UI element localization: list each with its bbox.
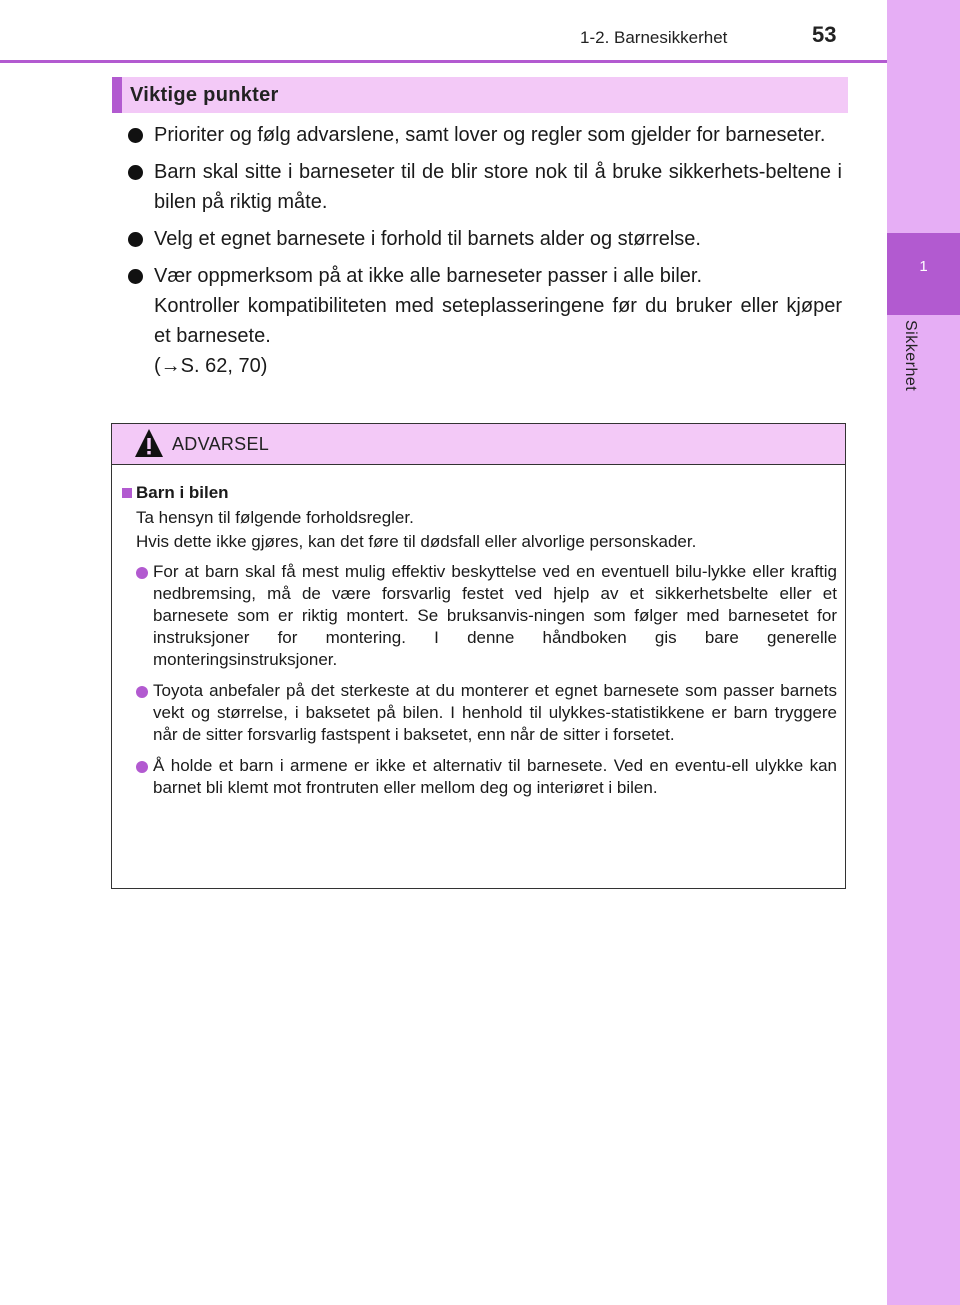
list-item <box>128 120 842 150</box>
list-item <box>128 157 842 217</box>
list-item-text-continued: Kontroller kompatibiliteten med seteplasseringene før du bruker eller kjøper et barnesete. <box>154 295 842 347</box>
bullet-icon <box>136 567 148 579</box>
warning-body <box>112 465 845 799</box>
warning-intro-line: Ta hensyn til følgende forholdsregler. <box>136 508 414 527</box>
list-item <box>128 261 842 381</box>
warning-list <box>136 561 837 799</box>
warning-item <box>136 561 837 671</box>
warning-subheading-text: Barn i bilen <box>136 483 229 502</box>
warning-triangle-icon <box>134 427 164 459</box>
list-item-text: Barn skal sitte i barneseter til de blir store nok til å bruke sikkerhets-beltene i bilen på riktig måte. <box>154 161 842 213</box>
header-divider <box>0 60 887 63</box>
warning-item <box>136 680 837 746</box>
important-points-title: Viktige punkter <box>130 84 279 106</box>
bullet-icon <box>128 165 143 180</box>
list-item-text: Prioriter og følg advarslene, samt lover og regler som gjelder for barneseter. <box>154 124 826 146</box>
chapter-number: 1 <box>919 258 928 275</box>
side-tab-strip <box>887 0 960 1305</box>
bullet-icon <box>128 232 143 247</box>
square-bullet-icon <box>122 488 132 498</box>
warning-item <box>136 755 837 799</box>
warning-subheading <box>122 481 837 505</box>
page-reference-link[interactable]: (→S. 62, 70) <box>154 355 268 377</box>
warning-item-text: For at barn skal få mest mulig effektiv beskyttelse ved en eventuell bilu-lykke eller kraftig nedbremsing, må de være forsvarlig festet ved hjelp av et sikkerhetsbelte eller et barnesete som er riktig montert. Se bruksanvis-ningen som følger med barnesetet for instruksjoner for montering. I denne håndboken gis bare generelle monteringsinstruksjoner. <box>153 562 837 669</box>
list-item-text: Velg et egnet barnesete i forhold til barnets alder og størrelse. <box>154 228 701 250</box>
bullet-icon <box>136 761 148 773</box>
bullet-icon <box>128 269 143 284</box>
page-number: 53 <box>812 22 837 47</box>
warning-header <box>112 424 845 465</box>
warning-item-text: Toyota anbefaler på det sterkeste at du monterer et egnet barnesete som passer barnets vekt og størrelse, i baksetet på bilen. I henhold til ulykkes-statistikkene er barn tryggere når de sitter forsvarlig fastspent i baksetet, enn når de sitter i forsetet. <box>153 681 837 744</box>
bullet-icon <box>128 128 143 143</box>
important-points-list <box>128 120 842 388</box>
bullet-icon <box>136 686 148 698</box>
warning-box <box>111 423 846 889</box>
list-item <box>128 224 842 254</box>
chapter-label: Sikkerhet <box>902 320 919 392</box>
warning-intro-line: Hvis dette ikke gjøres, kan det føre til dødsfall eller alvorlige personskader. <box>136 532 697 551</box>
warning-item-text: Å holde et barn i armene er ikke et alternativ til barnesete. Ved en eventu-ell ulykke kan barnet bli klemt mot frontruten eller mellom deg og interiøret i bilen. <box>153 756 837 797</box>
list-item-text: Vær oppmerksom på at ikke alle barneseter passer i alle biler. <box>154 265 703 287</box>
warning-label: ADVARSEL <box>172 434 270 454</box>
important-points-accent-bar <box>112 77 122 113</box>
section-title: 1-2. Barnesikkerhet <box>580 28 728 47</box>
